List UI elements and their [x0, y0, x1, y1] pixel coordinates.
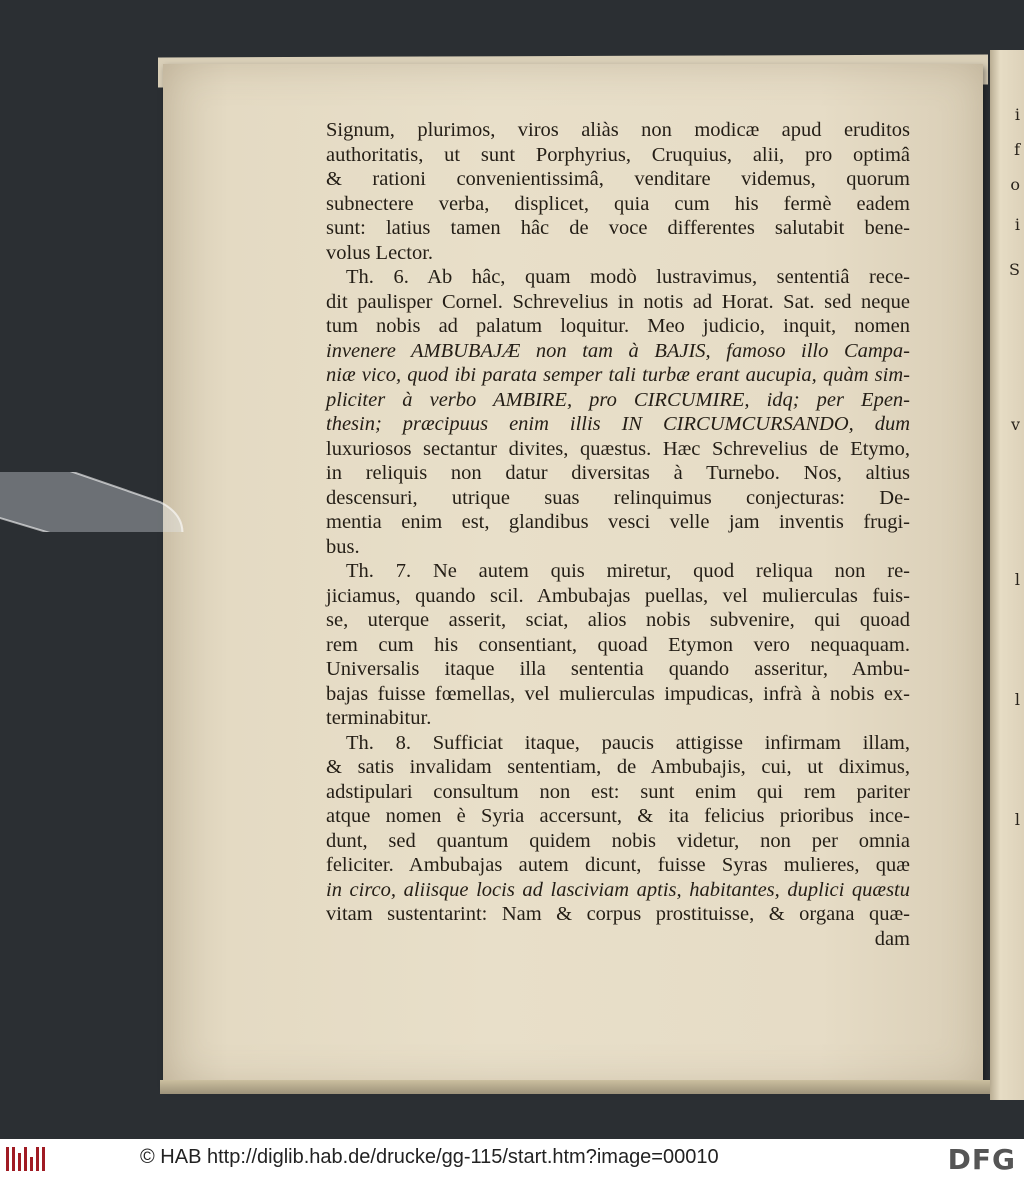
text-line: invenere AMBUBAJÆ non tam à BAJIS, famoso illo Campa- [326, 339, 910, 362]
text-line: atque nomen è Syria accersunt, & ita felicius prioribus ince- [326, 805, 910, 827]
text-line: terminabitur. [326, 707, 432, 729]
text-line: thesin; præcipuus enim illis IN CIRCUMCURSANDO, dum [326, 413, 910, 435]
text-line: se, uterque asserit, sciat, alios nobis subvenire, qui quoad [326, 609, 910, 631]
text-line: bus. [326, 535, 360, 558]
text-line: subnectere verba, displicet, quia cum his fermè eadem [326, 192, 910, 215]
text-line: pliciter à verbo AMBIRE, pro CIRCUMIRE, idq; per Epen- [326, 388, 910, 411]
text-line: feliciter. Ambubajas autem dicunt, fuisse Syras mulieres, quæ [326, 854, 910, 876]
thesis-8-start: Th. 8. Sufficiat itaque, paucis attigisse infirmam illam, [346, 731, 910, 754]
text-line: vitam sustentarint: Nam & corpus prostituisse, & organa quæ- [326, 903, 910, 925]
copyright-link[interactable]: © HAB http://diglib.hab.de/drucke/gg-115/start.htm?image=00010 [140, 1146, 719, 1168]
text-line: descensuri, utrique suas relinquimus conjecturas: De- [326, 486, 910, 509]
facing-page-fragment: i [1014, 215, 1020, 234]
page-bottom-edge [160, 1080, 990, 1094]
text-line: jiciamus, quando scil. Ambubajas puellas, vel mulierculas fuis- [326, 584, 910, 607]
catchword: dam [874, 927, 910, 950]
text-line: rem cum his consentiant, quoad Etymon vero nequaquam. [326, 633, 910, 656]
text-line: bajas fuisse fœmellas, vel mulierculas impudicas, infrà à nobis ex- [326, 682, 910, 705]
text-line: dit paulisper Cornel. Schrevelius in notis ad Horat. Sat. sed neque [326, 290, 910, 313]
text-line: authoritatis, ut sunt Porphyrius, Cruquius, alii, pro optimâ [326, 143, 910, 166]
text-line: in reliquis non datur diversitas à Turnebo. Nos, altius [326, 462, 910, 484]
page-text [326, 118, 910, 951]
footer-bar [0, 1139, 1024, 1179]
facing-page-fragment: l [1014, 690, 1020, 709]
text-line: mentia enim est, glandibus vesci velle jam inventis frugi- [326, 511, 910, 533]
text-line: Universalis itaque illa sententia quando asseritur, Ambu- [326, 658, 910, 680]
thesis-6-start: Th. 6. Ab hâc, quam modò lustravimus, sententiâ rece- [346, 266, 910, 288]
text-line: sunt: latius tamen hâc de voce differentes salutabit bene- [326, 217, 910, 239]
thesis-7-start: Th. 7. Ne autem quis miretur, quod reliqua non re- [346, 560, 910, 582]
text-line: volus Lector. [326, 241, 434, 264]
facing-page-fragment: f [1014, 140, 1020, 159]
facing-page-fragment: v [1010, 415, 1020, 434]
facing-page-fragment: l [1014, 810, 1020, 829]
text-line: tum nobis ad palatum loquitur. Meo judicio, inquit, nomen [326, 315, 910, 337]
text-line: niæ vico, quod ibi parata semper tali turbæ erant aucupia, quàm sim- [326, 364, 910, 386]
facing-page-fragment: S [1009, 260, 1020, 279]
text-line: dunt, sed quantum quidem nobis videtur, non per omnia [326, 829, 910, 852]
facing-page-edge [990, 50, 1024, 1100]
facing-page-fragment: l [1014, 570, 1020, 589]
text-line: adstipulari consultum non est: sunt enim qui rem pariter [326, 780, 910, 803]
facing-page-fragment: i [1014, 105, 1020, 124]
text-line: Signum, plurimos, viros aliàs non modicæ apud eruditos [326, 119, 910, 141]
hab-bars-icon[interactable] [6, 1147, 48, 1171]
text-line: luxuriosos sectantur divites, quæstus. Hæc Schrevelius de Etymo, [326, 437, 910, 460]
dfg-logo[interactable]: DFG [947, 1143, 1016, 1176]
book-strap [0, 472, 210, 532]
text-line: in circo, aliisque locis ad lasciviam aptis, habitantes, duplici quæstu [326, 878, 910, 901]
facing-page-fragment: o [1010, 175, 1020, 194]
text-line: & satis invalidam sententiam, de Ambubajis, cui, ut diximus, [326, 756, 910, 778]
text-line: & rationi convenientissimâ, venditare videmus, quorum [326, 168, 910, 190]
